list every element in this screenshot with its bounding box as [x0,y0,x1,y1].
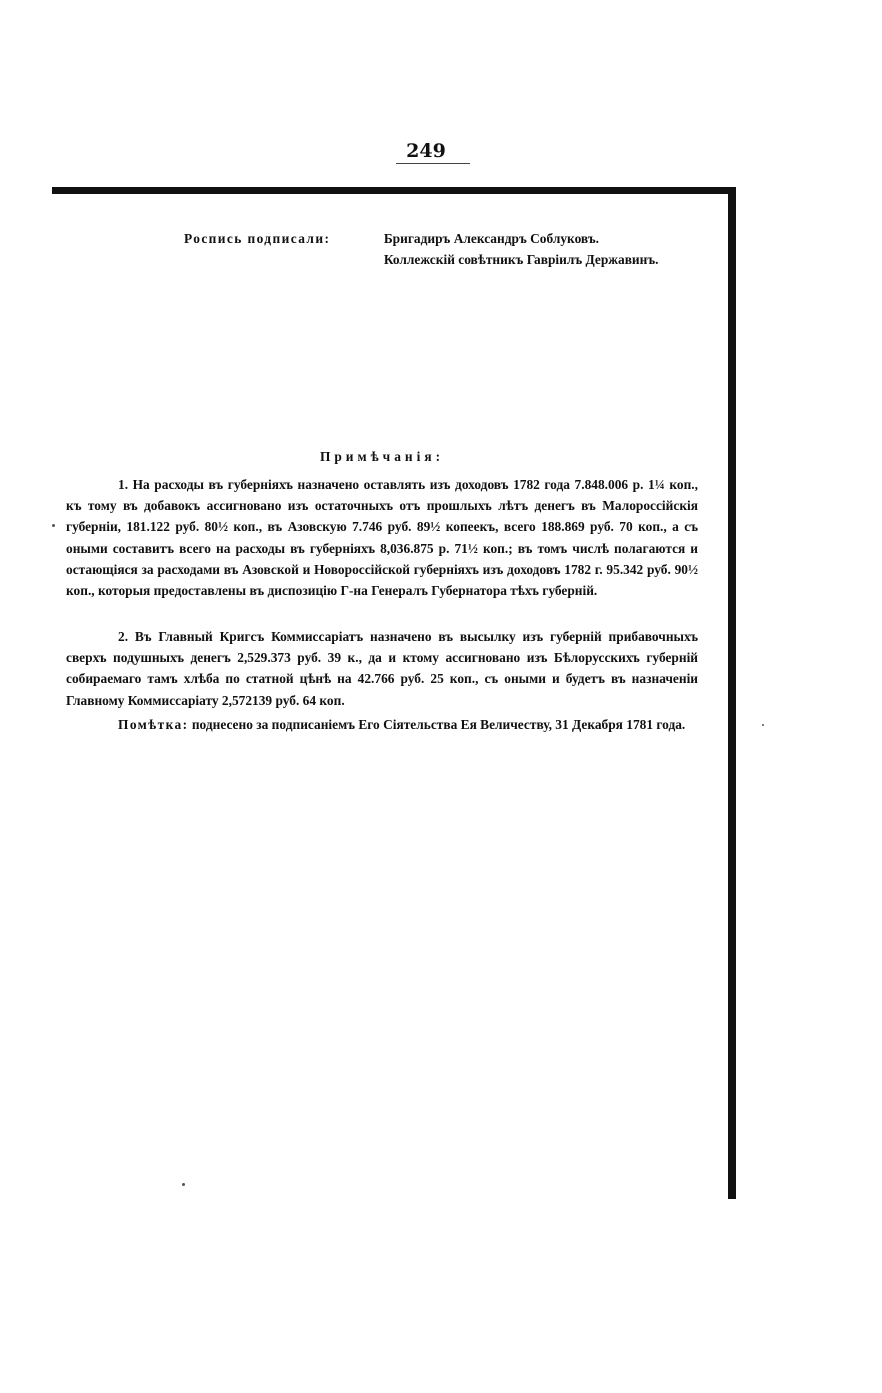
remark-text: поднесено за подписаніемъ Его Сіятельства Ея Величеству, 31 Декабря 1781 года. [191,717,686,732]
remark-label: Помѣтка: [118,717,189,732]
signature-block [184,228,704,270]
scan-speck [182,1183,185,1186]
remark [66,714,698,735]
note-2: 2. Въ Главный Кригсъ Коммиссаріатъ назначено въ высылку изъ губерній прибавочныхъ сверхъ подушныхъ денегъ 2,529.373 руб. 39 к., да и ктому ассигновано изъ Бѣлорусскихъ губерній собираемаго тамъ хлѣба по статной цѣнѣ на 42.766 руб. 25 коп., съ оными и будетъ въ назначеніи Главному Коммиссаріату 2,572139 руб. 64 коп. [66,629,698,708]
signature-line-2: Коллежскій совѣтникъ Гавріилъ Державинъ. [383,252,659,268]
signature-line-1: Бригадиръ Александръ Соблуковъ. [383,231,599,246]
signature-spacer [184,249,376,270]
page-number-rule [396,163,470,164]
scan-speck [52,524,55,527]
page-number: 249 [406,140,446,162]
frame-right-border [728,187,736,1199]
signature-label: Роспись подписали: [184,231,331,246]
frame-top-border [52,187,736,194]
scan-speck [762,724,764,726]
notes-title: Примѣчанія: [319,449,445,464]
note-1: 1. На расходы въ губерніяхъ назначено оставлять изъ доходовъ 1782 года 7.848.006 р. 1¼ коп., къ тому въ добавокъ ассигновано изъ остаточныхъ отъ прошлыхъ лѣтъ денегъ въ Малороссійскія губерніи, 181.122 руб. 80½ коп., въ Азовскую 7.746 руб. 89½ копеекъ, всего 188.869 руб. 70 коп., а съ оными составитъ всего на расходы въ губерніяхъ 8,036.875 р. 71½ коп.; въ томъ числѣ полагаются и остающіяся за расходами въ Азовской и Новороссійской губерніяхъ изъ доходовъ 1782 г. 95.342 руб. 90½ коп., которыя предоставлены въ диспозицію Г-на Генералъ Губернатора тѣхъ губерній. [66,477,698,599]
